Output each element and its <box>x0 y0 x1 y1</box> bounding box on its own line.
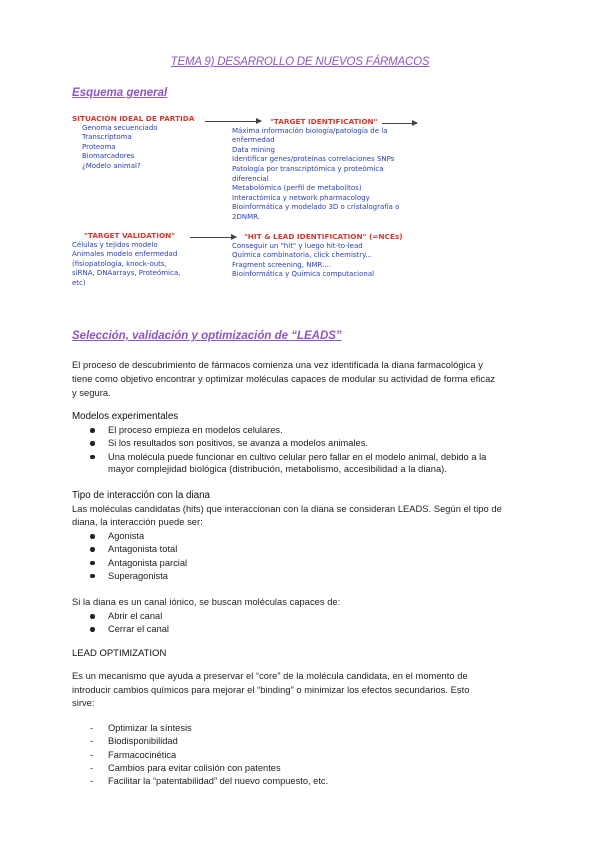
box-target-identification <box>232 117 399 223</box>
text-line: tiene como objetivo encontrar y optimizar moléculas capaces de modular su actividad de forma eficaz <box>72 374 496 384</box>
list-item: Agonista <box>90 530 187 543</box>
scheme-diagram <box>0 0 600 300</box>
box-line: ¿Modelo animal? <box>82 161 141 170</box>
canal-paragraph: Si la diana es un canal iónico, se buscan moléculas capaces de: <box>72 597 341 607</box>
lead-optimization-paragraph <box>72 670 552 711</box>
text-line: diana, la interacción puede ser: <box>72 517 203 528</box>
list-item: El proceso empieza en modelos celulares. <box>90 424 550 437</box>
box-line: diferencial <box>232 174 269 183</box>
list-item: Antagonista parcial <box>90 557 187 570</box>
tipo-list <box>90 530 187 583</box>
box-line: Proteoma <box>82 142 116 151</box>
box-line: Metabolómica (perfil de metabolitos) <box>232 184 362 193</box>
list-item: Si los resultados son positivos, se avanza a modelos animales. <box>90 437 550 450</box>
box-line: etc) <box>72 278 86 287</box>
box-line: Bioinformática y Química computacional <box>232 270 375 279</box>
esquema-heading: Esquema general <box>72 87 168 99</box>
box-target-identification-title: "TARGET IDENTIFICATION" <box>270 117 378 126</box>
box-line: Bioinformática y modelado 3D o cristalografía o <box>232 203 400 212</box>
box-hit-lead-lines <box>232 242 403 280</box>
box-situacion <box>72 114 194 172</box>
tipo-paragraph <box>72 503 552 530</box>
box-line: Animales modelo enfermedad <box>72 250 178 259</box>
text-line: El proceso de descubrimiento de fármacos comienza una vez identificada la diana farmacológica y <box>72 360 483 370</box>
intro-paragraph <box>72 358 542 400</box>
text-line: y segura. <box>72 388 111 398</box>
list-item: Una molécula puede funcionar en cultivo celular pero fallar en el modelo animal, debido a la <box>90 451 550 464</box>
seleccion-heading: Selección, validación y optimización de “LEADS” <box>72 330 342 342</box>
document-title: TEMA 9) DESARROLLO DE NUEVOS FÁRMACOS <box>170 56 430 68</box>
box-line: 2DNMR. <box>232 212 260 221</box>
lead-optimization-heading: LEAD OPTIMIZATION <box>72 648 167 659</box>
box-line: Genoma secuenciado <box>82 123 158 132</box>
box-line: enfermedad <box>232 136 275 145</box>
box-line: Data mining <box>232 145 275 154</box>
lead-optimization-list <box>90 722 328 788</box>
box-hit-lead <box>232 232 403 280</box>
box-line: (fisiopatología, knock-outs, <box>72 259 167 268</box>
box-target-validation <box>72 231 180 289</box>
box-line: Interactómica y network pharmacology <box>232 193 370 202</box>
list-item: - Biodisponibilidad <box>90 735 328 748</box>
list-item: - Facilitar la “patentabilidad” del nuevo compuesto, etc. <box>90 775 328 788</box>
box-target-validation-title: "TARGET VALIDATION" <box>84 231 176 240</box>
box-line: Biomarcadores <box>82 152 135 161</box>
list-item: Cerrar el canal <box>90 623 169 636</box>
box-line: Conseguir un "hit" y luego hit-to-lead <box>232 241 363 250</box>
box-hit-lead-title: "HIT & LEAD IDENTIFICATION" (=NCEs) <box>244 232 403 241</box>
box-line: Patología por transcriptómica y proteómica <box>232 164 384 173</box>
box-situacion-title: SITUACIÓN IDEAL DE PARTIDA <box>72 114 195 123</box>
box-line: siRNA, DNAarrays, Proteómica, <box>72 269 181 278</box>
arrow-right-icon <box>190 237 236 238</box>
box-line: Fragment screening, NMR.... <box>232 260 331 269</box>
list-item: Antagonista total <box>90 543 187 556</box>
tipo-heading: Tipo de interacción con la diana <box>72 490 210 501</box>
box-line: Química combinatoria, click chemistry... <box>232 251 372 260</box>
list-item: - Optimizar la síntesis <box>90 722 328 735</box>
list-item: Abrir el canal <box>90 610 169 623</box>
canal-list <box>90 610 169 637</box>
box-line: Células y tejidos modelo <box>72 240 158 249</box>
text-line: introducir cambios químicos para mejorar el “binding” o minimizar los efectos secundarios. Esto <box>72 684 470 695</box>
modelos-heading: Modelos experimentales <box>72 411 179 422</box>
list-item: Superagonista <box>90 570 187 583</box>
text-line: Las moléculas candidatas (hits) que interaccionan con la diana se consideran LEADS. Según el tipo de <box>72 504 502 514</box>
modelos-list <box>90 424 550 464</box>
arrow-right-icon <box>382 123 417 124</box>
box-line: Máxima información biología/patología de la <box>232 126 388 135</box>
text-line: Es un mecanismo que ayuda a preservar el “core” de la molécula candidata, en el momento de <box>72 671 468 681</box>
box-target-validation-lines <box>72 241 180 289</box>
box-line: Identificar genes/proteínas correlaciones SNPs <box>232 155 395 164</box>
list-item: - Farmacocinética <box>90 749 328 762</box>
box-situacion-lines <box>72 124 194 172</box>
box-target-identification-lines <box>232 127 399 223</box>
text-line: sirve: <box>72 698 95 709</box>
list-item: - Cambios para evitar colisión con patentes <box>90 762 328 775</box>
box-line: Transcriptoma <box>82 133 132 142</box>
list-item-continuation: mayor complejidad biológica (distribución, metabolismo, accesibilidad a la diana). <box>108 464 447 474</box>
